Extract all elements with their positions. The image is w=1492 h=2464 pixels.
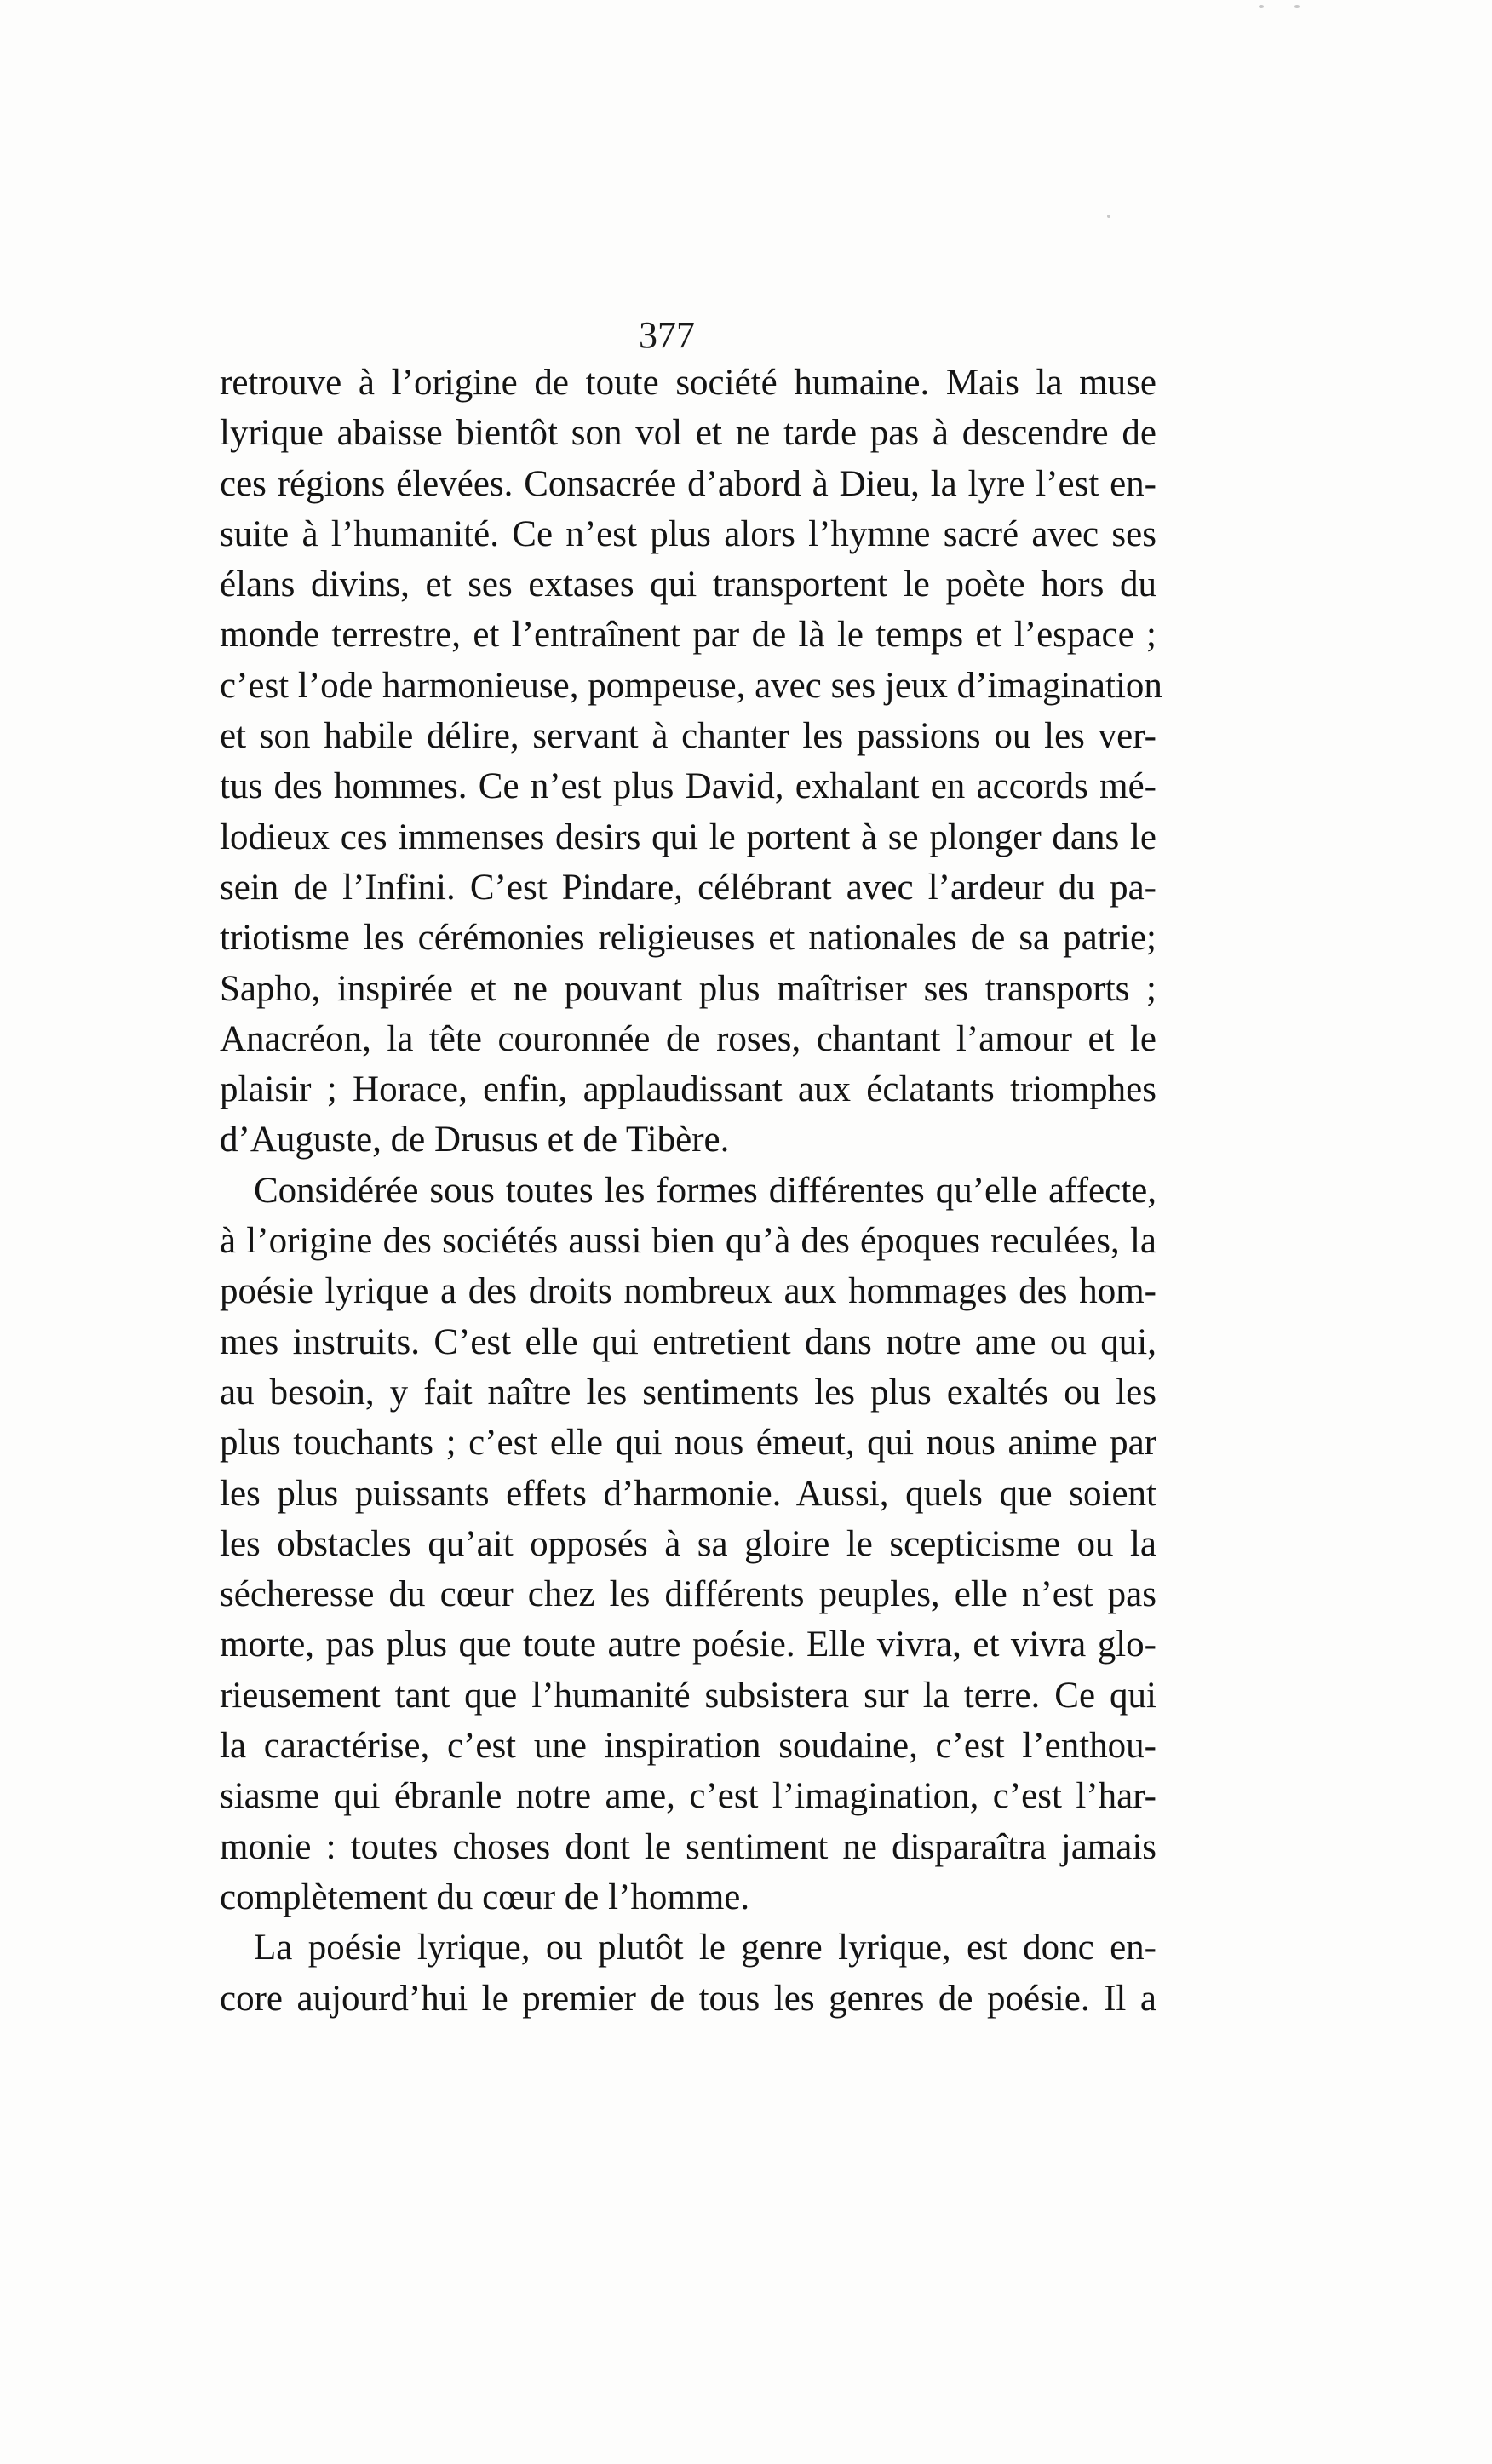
- scan-speck: [1107, 215, 1110, 218]
- text-line: les obstacles qu’ait opposés à sa gloire le scepticisme ou la: [220, 1523, 1156, 1564]
- paragraph: [220, 1166, 1156, 1922]
- text-line: Anacréon, la tête couronnée de roses, chantant l’amour et le: [220, 1018, 1156, 1059]
- paragraph: [220, 1922, 1156, 2024]
- paragraph: [220, 358, 1162, 1166]
- text-line: core aujourd’hui le premier de tous les genres de poésie. Il a: [220, 1978, 1156, 2019]
- text-line: plus touchants ; c’est elle qui nous émeut, qui nous anime par: [220, 1423, 1156, 1464]
- text-line: Sapho, inspirée et ne pouvant plus maîtriser ses transports ;: [220, 968, 1156, 1009]
- text-line: morte, pas plus que toute autre poésie. Elle vivra, et vivra glo-: [220, 1625, 1156, 1665]
- scan-speck: [1294, 5, 1300, 8]
- text-line: lodieux ces immenses desirs qui le portent à se plonger dans le: [220, 817, 1156, 857]
- text-line: suite à l’humanité. Ce n’est plus alors l’hymne sacré avec ses: [220, 513, 1156, 554]
- text-line: la caractérise, c’est une inspiration soudaine, c’est l’enthou-: [220, 1726, 1156, 1767]
- text-line: d’Auguste, de Drusus et de Tibère.: [220, 1120, 730, 1160]
- text-line: ces régions élevées. Consacrée d’abord à Dieu, la lyre l’est en-: [220, 463, 1156, 504]
- text-line: poésie lyrique a des droits nombreux aux hommages des hom-: [220, 1271, 1156, 1312]
- text-line: Considérée sous toutes les formes différentes qu’elle affecte,: [254, 1170, 1156, 1211]
- text-line: élans divins, et ses extases qui transportent le poète hors du: [220, 564, 1156, 605]
- text-line: mes instruits. C’est elle qui entretient dans notre ame ou qui,: [220, 1321, 1156, 1362]
- text-line: les plus puissants effets d’harmonie. Aussi, quels que soient: [220, 1473, 1156, 1514]
- text-line: plaisir ; Horace, enfin, applaudissant aux éclatants triomphes: [220, 1069, 1156, 1110]
- text-line: au besoin, y fait naître les sentiments les plus exaltés ou les: [220, 1372, 1156, 1413]
- text-line: complètement du cœur de l’homme.: [220, 1877, 750, 1917]
- page-number: 377: [639, 314, 695, 356]
- text-line: retrouve à l’origine de toute société humaine. Mais la muse: [220, 363, 1156, 403]
- body-text: [220, 358, 1162, 2024]
- text-line: à l’origine des sociétés aussi bien qu’à des époques reculées, la: [220, 1221, 1156, 1262]
- text-line: monie : toutes choses dont le sentiment ne disparaîtra jamais: [220, 1826, 1156, 1867]
- text-line: triotisme les cérémonies religieuses et nationales de sa patrie;: [220, 918, 1156, 959]
- text-line: lyrique abaisse bientôt son vol et ne tarde pas à descendre de: [220, 413, 1156, 454]
- text-line: c’est l’ode harmonieuse, pompeuse, avec ses jeux d’imagination: [220, 665, 1162, 706]
- text-line: sein de l’Infini. C’est Pindare, célébrant avec l’ardeur du pa-: [220, 867, 1156, 908]
- text-line: tus des hommes. Ce n’est plus David, exhalant en accords mé-: [220, 766, 1156, 807]
- text-line: siasme qui ébranle notre ame, c’est l’imagination, c’est l’har-: [220, 1776, 1156, 1817]
- scan-speck: [1259, 5, 1264, 8]
- text-line: et son habile délire, servant à chanter les passions ou les ver-: [220, 716, 1156, 757]
- text-line: rieusement tant que l’humanité subsistera sur la terre. Ce qui: [220, 1675, 1156, 1716]
- text-line: La poésie lyrique, ou plutôt le genre lyrique, est donc en-: [254, 1928, 1156, 1968]
- text-line: monde terrestre, et l’entraînent par de là le temps et l’espace ;: [220, 615, 1156, 656]
- text-line: sécheresse du cœur chez les différents peuples, elle n’est pas: [220, 1574, 1156, 1615]
